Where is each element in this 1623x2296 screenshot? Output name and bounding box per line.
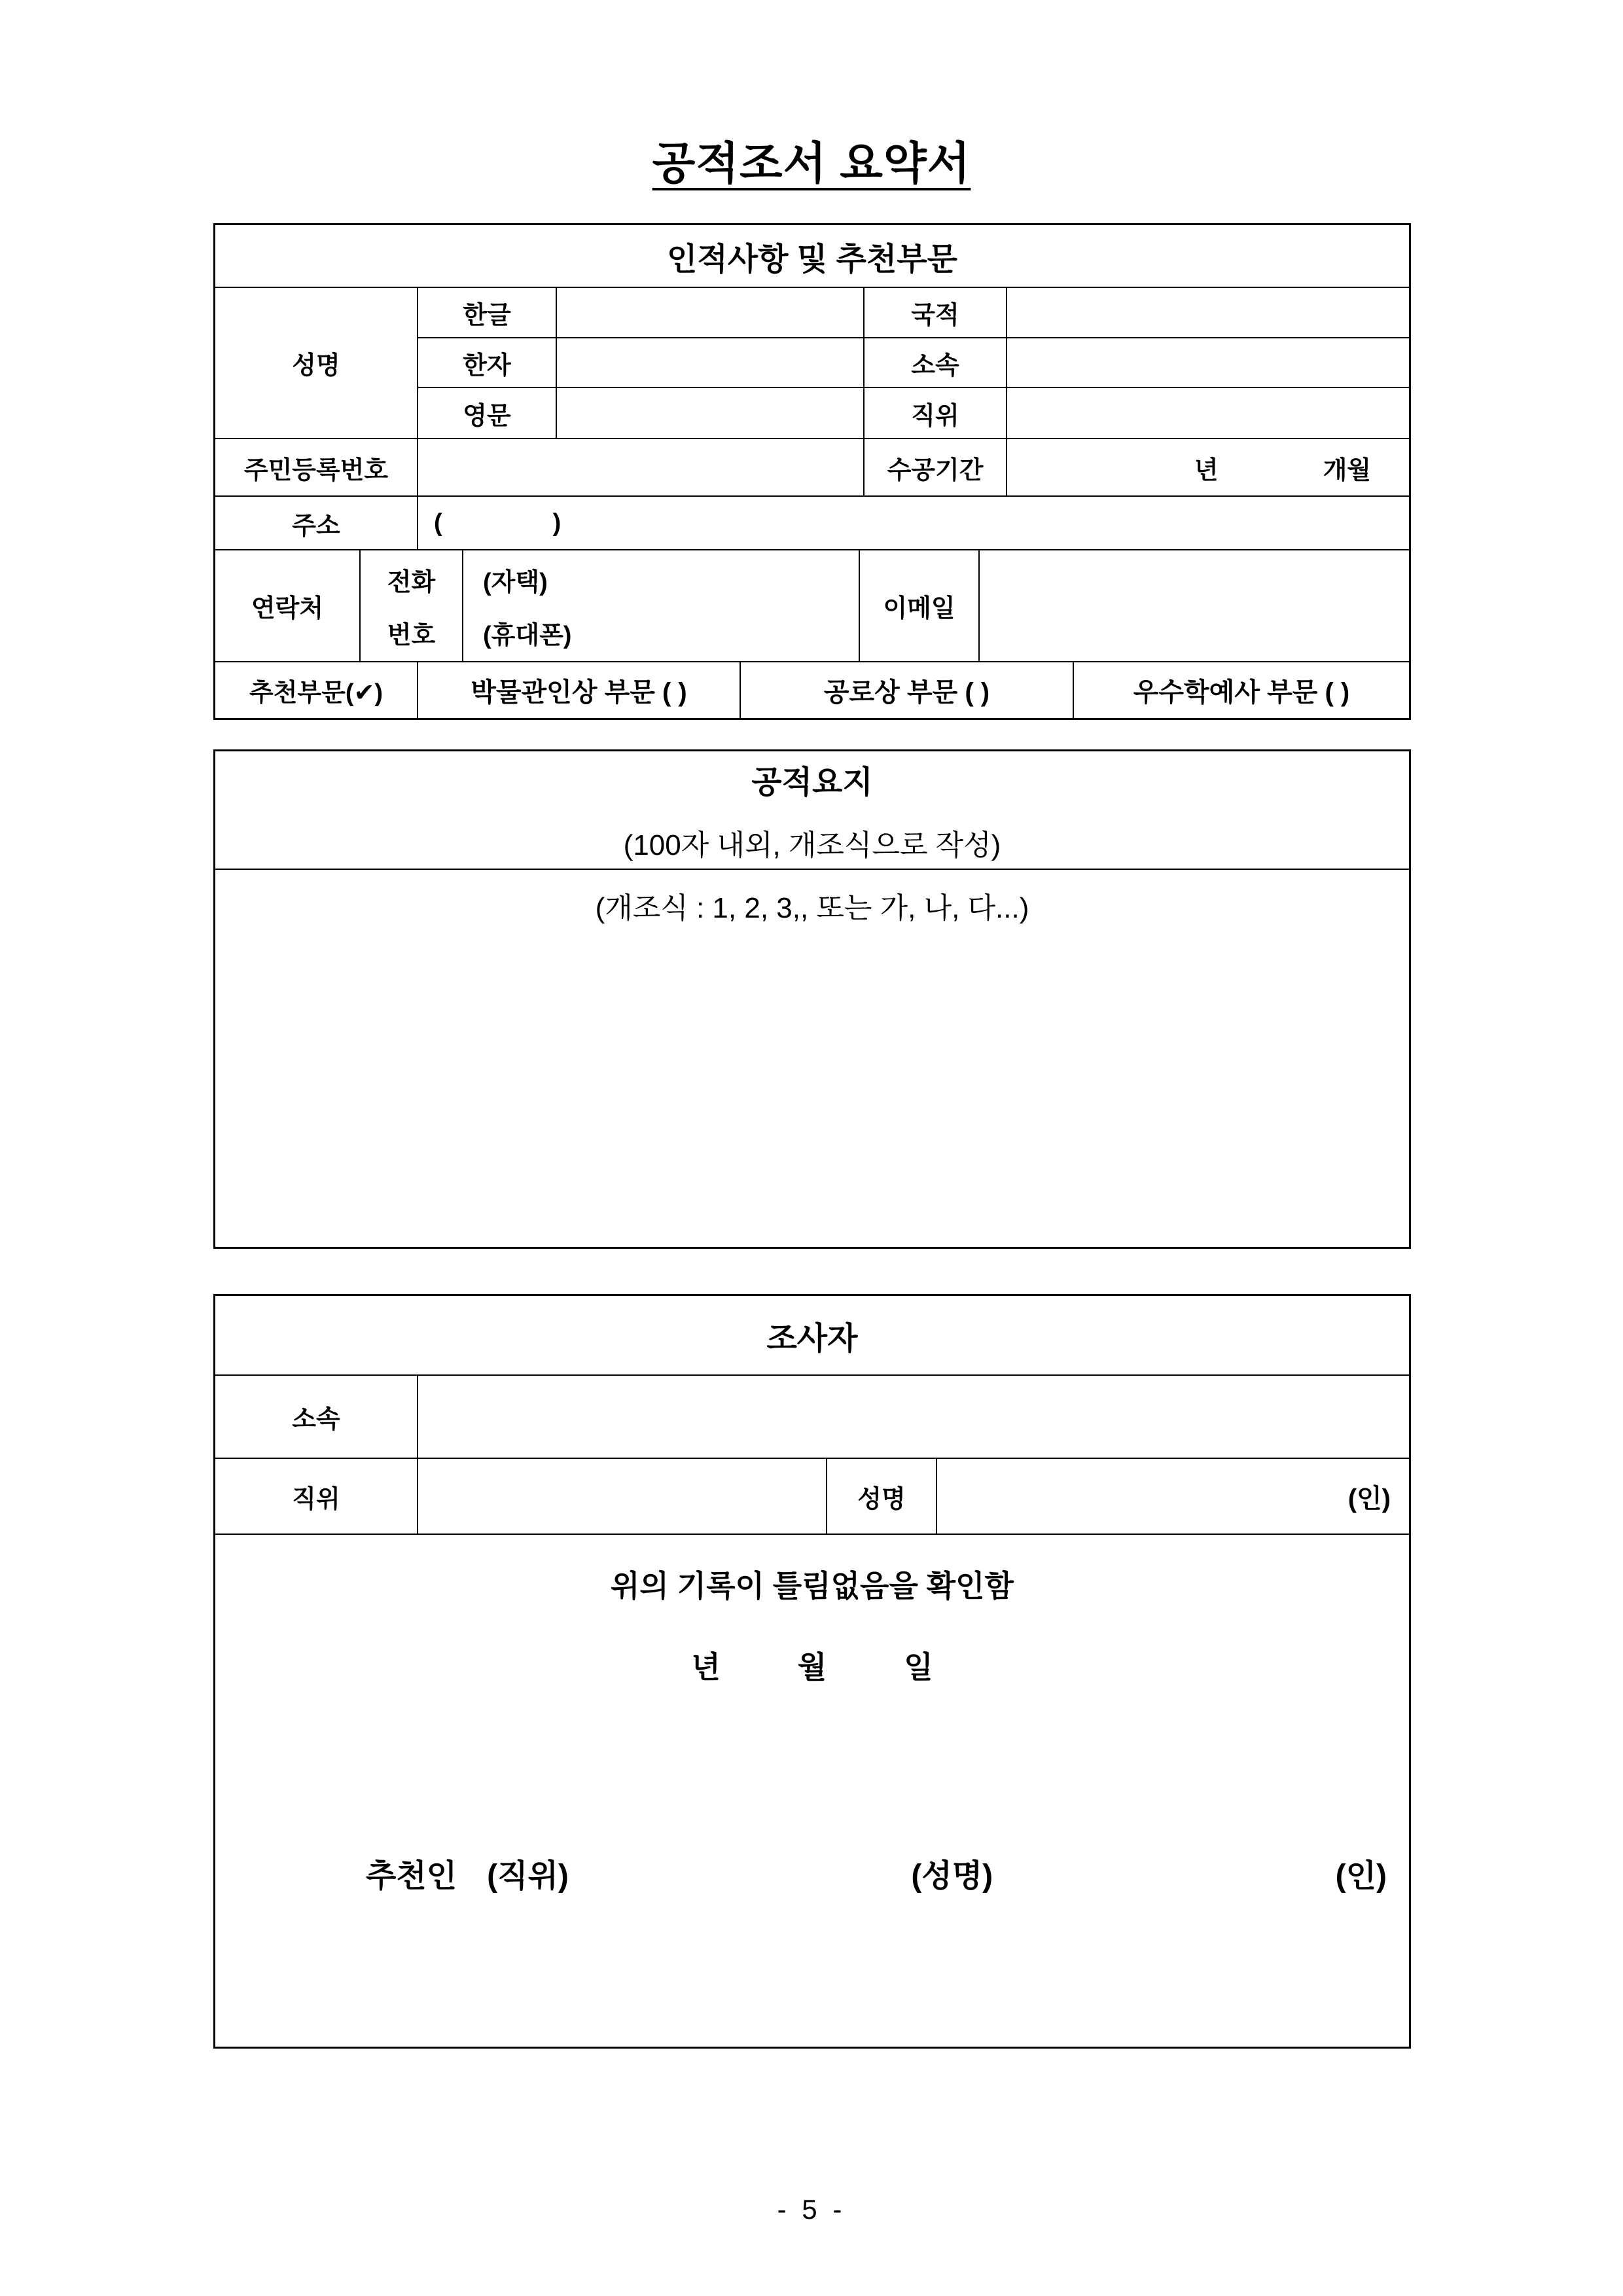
page-number: - 5 - [777,2194,846,2225]
name-label: 성명 [215,288,418,438]
merit-summary-header [215,751,1409,870]
period-field[interactable] [1007,439,1409,495]
confirmation-date-line [215,1643,1409,1687]
merit-summary-subtitle: (100자 내외, 개조식으로 작성) [623,829,1001,861]
recommender-seal-label: (인) [1335,1859,1387,1893]
affiliation-label: 소속 [865,338,1007,387]
date-month-unit: 월 [797,1650,827,1684]
hangul-field[interactable] [557,288,865,337]
name-row-group [215,288,1409,439]
recommender-label: 추천인 [366,1859,457,1893]
recommender-group [366,1850,569,1895]
merit-summary-note: (개조식 : 1, 2, 3,, 또는 가, 나, 다...) [595,892,1029,924]
phone-label [361,550,463,661]
address-label: 주소 [215,497,418,549]
date-year-unit: 년 [691,1650,721,1684]
category-row [215,662,1409,718]
phone-label-line2: 번호 [387,621,436,649]
investigator-name-field[interactable] [937,1459,1409,1534]
english-label: 영문 [418,388,557,438]
hangul-label: 한글 [418,288,557,337]
affiliation-field[interactable] [1007,338,1409,387]
personal-table-header-row [215,225,1409,288]
period-month-unit: 개월 [1323,456,1371,484]
recommender-line [215,1850,1409,1895]
nationality-label: 국적 [865,288,1007,337]
investigator-position-label: 직위 [215,1459,418,1534]
page-title: 공적조서 요약서 [652,139,971,188]
investigator-position-row [215,1459,1409,1535]
phone-fields[interactable] [463,550,860,661]
period-label: 수공기간 [865,439,1007,495]
rrn-row [215,439,1409,497]
category-label: 추천부문(✔) [215,662,418,718]
investigator-table [213,1294,1411,2049]
personal-info-table [213,223,1411,720]
investigator-name-label: 성명 [827,1459,937,1534]
address-field[interactable] [418,497,1409,549]
hanja-label: 한자 [418,338,557,387]
investigator-title: 조사자 [766,1321,858,1356]
address-row [215,497,1409,550]
confirmation-statement: 위의 기록이 틀림없음을 확인함 [610,1569,1014,1603]
investigator-seal-label: (인) [1347,1484,1391,1513]
hanja-field[interactable] [557,338,865,387]
recommender-name-label: (성명) [911,1859,993,1893]
merit-summary-body[interactable] [215,870,1409,1247]
investigator-header [215,1296,1409,1376]
email-field[interactable] [980,550,1409,661]
personal-table-header: 인적사항 및 추천부문 [667,242,957,277]
period-year-unit: 년 [1194,456,1219,484]
category-merit-award[interactable]: 공로상 부문 ( ) [741,662,1074,718]
merit-summary-table [213,749,1411,1249]
email-label: 이메일 [860,550,980,661]
phone-mobile-label: (휴대폰) [483,621,572,649]
investigator-affiliation-label: 소속 [215,1376,418,1458]
nationality-field[interactable] [1007,288,1409,337]
name-subrows [418,288,1409,438]
confirmation-section [215,1535,1409,2047]
investigator-affiliation-field[interactable] [418,1376,1409,1458]
position-label: 직위 [865,388,1007,438]
investigator-affiliation-row [215,1376,1409,1459]
contact-row [215,550,1409,662]
rrn-label: 주민등록번호 [215,439,418,495]
english-field[interactable] [557,388,865,438]
category-curator-award[interactable]: 우수학예사 부문 ( ) [1133,678,1350,707]
phone-home-label: (자택) [483,568,548,596]
category-museum-award[interactable]: 박물관인상 부문 ( ) [418,662,741,718]
recommender-position-label: (직위) [487,1859,569,1893]
name-row-english [418,388,1409,438]
address-parentheses: ( ) [434,509,562,537]
merit-summary-title: 공적요지 [751,765,873,800]
date-day-unit: 일 [904,1650,933,1684]
phone-label-line1: 전화 [387,568,436,596]
rrn-field[interactable] [418,439,865,495]
position-field[interactable] [1007,388,1409,438]
investigator-position-field[interactable] [418,1459,827,1534]
name-row-hangul [418,288,1409,338]
contact-label: 연락처 [215,550,361,661]
name-row-hanja [418,338,1409,388]
